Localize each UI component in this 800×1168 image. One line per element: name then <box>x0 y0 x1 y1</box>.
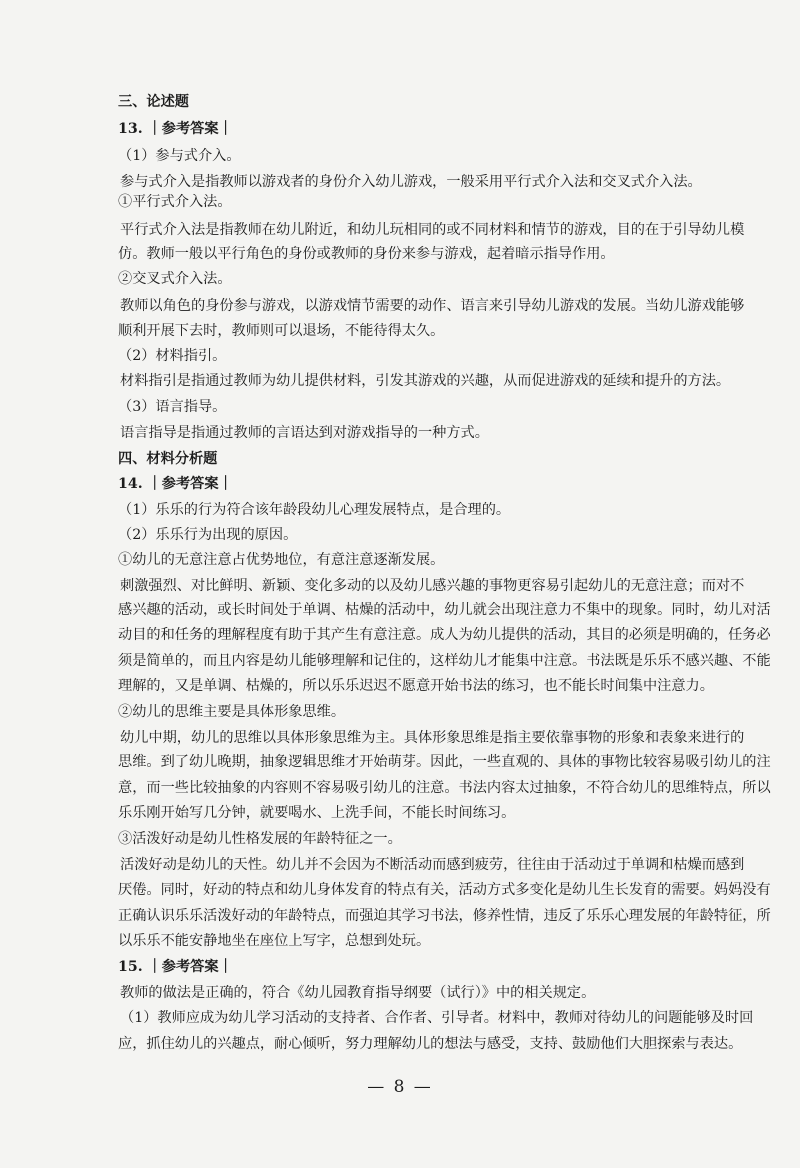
text-line: 平行式介入法是指教师在幼儿附近，和幼儿玩相同的或不同材料和情节的游戏，目的在于引导幼儿模 <box>120 222 745 238</box>
text-line: （2）乐乐行为出现的原因。 <box>118 527 298 543</box>
text-line: 厌倦。同时，好动的特点和幼儿身体发育的特点有关，活动方式多变化是幼儿生长发育的需要。妈妈没有 <box>118 882 771 898</box>
text-line: ②幼儿的思维主要是具体形象思维。 <box>118 704 346 720</box>
section-heading: 13. ｜参考答案｜ <box>118 121 233 137</box>
text-line: ①平行式介入法。 <box>118 194 232 210</box>
section-heading: 15. ｜参考答案｜ <box>118 959 233 975</box>
text-line: 意，而一些比较抽象的内容则不容易吸引幼儿的注意。书法内容太过抽象，不符合幼儿的思维特点，所以 <box>118 780 771 796</box>
text-line: （1）乐乐的行为符合该年龄段幼儿心理发展特点，是合理的。 <box>118 502 511 518</box>
text-line: 乐乐刚开始写几分钟，就要喝水、上洗手间，不能长时间练习。 <box>118 805 516 821</box>
text-line: 顺利开展下去时，教师则可以退场，不能待得太久。 <box>118 323 445 339</box>
text-line: 思维。到了幼儿晚期，抽象逻辑思维才开始萌芽。因此，一些直观的、具体的事物比较容易吸引幼儿的注 <box>118 754 771 770</box>
text-line: 语言指导是指通过教师的言语达到对游戏指导的一种方式。 <box>120 425 489 441</box>
text-line: 参与式介入是指教师以游戏者的身份介入幼儿游戏，一般采用平行式介入法和交叉式介入法。 <box>120 174 702 190</box>
text-line: （1）教师应成为幼儿学习活动的支持者、合作者、引导者。材料中，教师对待幼儿的问题能够及时回 <box>120 1010 754 1026</box>
text-line: （1）参与式介入。 <box>118 148 241 164</box>
text-line: （3）语言指导。 <box>118 399 227 415</box>
text-line: 动目的和任务的理解程度有助于其产生有意注意。成人为幼儿提供的活动，其目的必须是明确的，任务必 <box>118 627 771 643</box>
text-line: 材料指引是指通过教师为幼儿提供材料，引发其游戏的兴趣，从而促进游戏的延续和提升的方法。 <box>120 373 731 389</box>
text-line: 以乐乐不能安静地坐在座位上写字，总想到处玩。 <box>118 933 431 949</box>
text-line: ②交叉式介入法。 <box>118 271 232 287</box>
text-line: 感兴趣的活动，或长时间处于单调、枯燥的活动中，幼儿就会出现注意力不集中的现象。同时，幼儿对活 <box>118 602 771 618</box>
text-line: 教师以角色的身份参与游戏，以游戏情节需要的动作、语言来引导幼儿游戏的发展。当幼儿游戏能够 <box>120 298 745 314</box>
text-line: 应，抓住幼儿的兴趣点，耐心倾听，努力理解幼儿的想法与感受，支持、鼓励他们大胆探索与表达。 <box>118 1036 743 1052</box>
text-line: 理解的，又是单调、枯燥的，所以乐乐迟迟不愿意开始书法的练习，也不能长时间集中注意力。 <box>118 678 714 694</box>
section-heading: 三、论述题 <box>118 94 189 110</box>
text-line: 正确认识乐乐活泼好动的年龄特点，而强迫其学习书法，修养性情，违反了乐乐心理发展的年龄特征，所 <box>118 908 771 924</box>
text-line: ③活泼好动是幼儿性格发展的年龄特征之一。 <box>118 831 402 847</box>
section-heading: 四、材料分析题 <box>118 451 218 467</box>
text-line: 幼儿中期，幼儿的思维以具体形象思维为主。具体形象思维是指主要依靠事物的形象和表象来进行的 <box>120 730 745 746</box>
section-heading: 14. ｜参考答案｜ <box>118 476 233 492</box>
text-line: 须是简单的，而且内容是幼儿能够理解和记住的，这样幼儿才能集中注意。书法既是乐乐不感兴趣、不能 <box>118 653 771 669</box>
text-line: 活泼好动是幼儿的天性。幼儿并不会因为不断活动而感到疲劳，往往由于活动过于单调和枯燥而感到 <box>120 857 745 873</box>
page-number: — 8 — <box>367 1077 433 1097</box>
text-line: （2）材料指引。 <box>118 348 227 364</box>
text-line: 仿。教师一般以平行角色的身份或教师的身份来参与游戏，起着暗示指导作用。 <box>118 246 615 262</box>
text-line: 教师的做法是正确的，符合《幼儿园教育指导纲要（试行）》中的相关规定。 <box>120 985 596 1001</box>
text-line: 刺激强烈、对比鲜明、新颖、变化多动的以及幼儿感兴趣的事物更容易引起幼儿的无意注意；而对不 <box>120 578 745 594</box>
text-line: ①幼儿的无意注意占优势地位，有意注意逐渐发展。 <box>118 552 445 568</box>
